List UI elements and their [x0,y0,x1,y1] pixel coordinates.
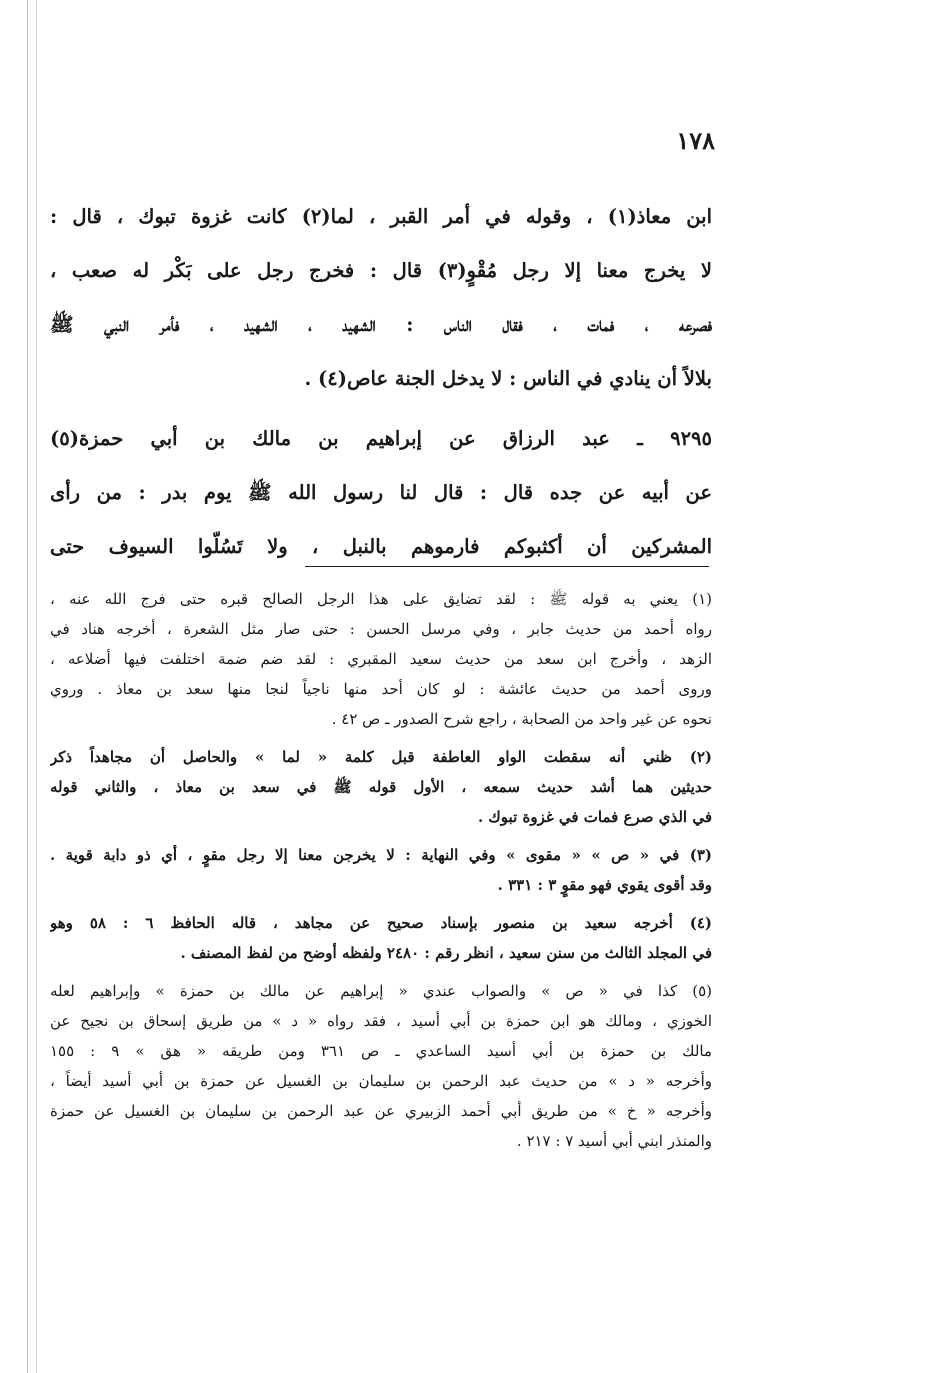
text-line: لا يخرج معنا إلا رجل مُقْوٍ(٣) قال : فخرج رجل على بَكْر له صعب ، [50,259,712,282]
footnote-line: الزهد ، وأخرج ابن سعد من حديث سعيد المقبري : لقد ضم ضمة اختلفت فيها أضلاعه ، [50,650,712,668]
hadith-9295 [50,412,712,574]
footnote-line: (٣) في « ص » « مقوى » وفي النهاية : لا يخرجن معنا إلا رجل مقوٍ ، أي ذو دابة قوية . [50,846,712,864]
footnote-line: حديثين هما أشد حديث سمعه ، الأول قوله ﷺ في سعد بن معاذ ، والثاني قوله [50,778,712,796]
main-text [50,190,712,574]
footnote-line: وأخرجه « د » من حديث عبد الرحمن بن سليمان بن الغسيل عن حمزة بن أبي أسيد أيضاً ، [50,1072,712,1090]
text-line: عن أبيه عن جده قال : قال لنا رسول الله ﷺ يوم بدر : من رأى [50,481,712,504]
footnote-line: نحوه عن غير واحد من الصحابة ، راجع شرح الصدور ـ ص ٤٢ . [331,710,712,728]
footnote-line: (٢) ظني أنه سقطت الواو العاطفة قبل كلمة « لما » والحاصل أن مجاهداً ذكر [50,748,712,766]
footnotes [50,584,712,1164]
footnote-3 [50,840,712,900]
footnote-line: في الذي صرع فمات في غزوة تبوك . [477,808,712,826]
text-line: ٩٢٩٥ ـ عبد الرزاق عن إبراهيم بن مالك بن أبي حمزة(٥) [50,427,712,450]
footnote-divider [305,566,709,567]
footnote-4 [50,908,712,968]
footnote-line: (١) يعني به قوله ﷺ : لقد تضايق على هذا الرجل الصالح قبره حتى فرج الله عنه ، [50,590,712,608]
footnote-line: وقد أقوى يقوي فهو مقوٍ ٣ : ٣٣١ . [497,876,712,894]
text-line: بلالاً أن ينادي في الناس : لا يدخل الجنة عاص(٤) . [304,367,712,390]
footnote-line: وأخرجه « خ » من طريق أبي أحمد الزبيري عن عبد الرحمن بن سليمان بن الغسيل عن حمزة [50,1102,712,1120]
text-line: ابن معاذ(١) ، وقوله في أمر القبر ، لما(٢) كانت غزوة تبوك ، قال : [50,205,712,228]
footnote-line: الخوزي ، ومالك هو ابن حمزة بن أبي أسيد ، فقد رواه « د » من طريق إسحاق بن نجيح عن [50,1012,712,1030]
main-paragraph [50,190,712,406]
scan-edge-line [27,0,28,1373]
footnote-1 [50,584,712,734]
text-line: فصرعه ، فمات ، فقال الناس : الشهيد ، الشهيد ، فأمر النبي ﷺ [50,313,712,336]
footnote-line: (٤) أخرجه سعيد بن منصور بإسناد صحيح عن مجاهد ، قاله الحافظ ٦ : ٥٨ وهو [50,914,712,932]
page-number: ١٧٨ [676,126,715,155]
footnote-line: في المجلد الثالث من سنن سعيد ، انظر رقم : ٢٤٨٠ ولفظه أوضح من لفظ المصنف . [180,944,712,962]
footnote-line: مالك بن حمزة بن أبي أسيد الساعدي ـ ص ٣٦١ ومن طريقه « هق » ٩ : ١٥٥ [50,1042,712,1060]
footnote-line: رواه أحمد من حديث جابر ، وفي مرسل الحسن : حتى صار مثل الشعرة ، أخرجه هناد في [50,620,712,638]
scan-edge-line [36,0,37,1373]
footnote-5 [50,976,712,1156]
text-line: المشركين أن أكثبوكم فارموهم بالنبل ، ولا تَسُلّوا السيوف حتى [50,535,712,558]
footnote-2 [50,742,712,832]
footnote-line: وروى أحمد من حديث عائشة : لو كان أحد منها ناجياً لنجا منها سعد بن معاذ . وروي [50,680,712,698]
footnote-line: (٥) كذا في « ص » والصواب عندي « إبراهيم عن مالك بن حمزة » وإبراهيم لعله [50,982,712,1000]
footnote-line: والمنذر ابني أبي أسيد ٧ : ٢١٧ . [516,1132,712,1150]
